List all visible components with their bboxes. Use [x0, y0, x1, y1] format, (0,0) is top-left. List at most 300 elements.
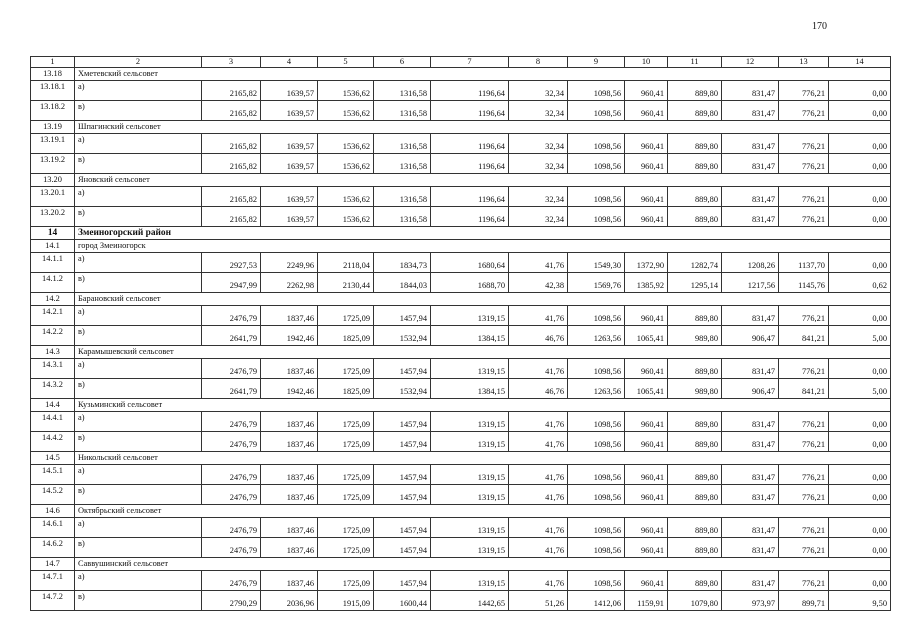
section-code: 14.1: [31, 240, 75, 253]
value-cell: 1834,73: [374, 253, 431, 273]
row-code: 13.18.1: [31, 81, 75, 101]
value-cell: 2165,82: [202, 101, 261, 121]
value-cell: 2036,96: [261, 591, 318, 611]
section-name: Кузьминский сельсовет: [75, 399, 891, 412]
value-cell: 831,47: [722, 154, 779, 174]
value-cell: 0,00: [829, 207, 891, 227]
value-cell: 1098,56: [568, 359, 625, 379]
column-number-row: [31, 57, 891, 68]
row-code: 14.6.2: [31, 538, 75, 558]
table-row: [31, 538, 891, 558]
value-cell: 1725,09: [318, 432, 374, 452]
value-cell: 0,62: [829, 273, 891, 293]
value-cell: 831,47: [722, 81, 779, 101]
value-cell: 1639,57: [261, 187, 318, 207]
value-cell: 776,21: [779, 134, 829, 154]
value-cell: 1319,15: [431, 518, 509, 538]
value-cell: 0,00: [829, 359, 891, 379]
value-cell: 889,80: [668, 81, 722, 101]
section-code: 13.19: [31, 121, 75, 134]
row-subitem: в): [75, 326, 202, 346]
row-code: 13.19.2: [31, 154, 75, 174]
value-cell: 2641,79: [202, 326, 261, 346]
value-cell: 1915,09: [318, 591, 374, 611]
value-cell: 1725,09: [318, 359, 374, 379]
table-row: [31, 306, 891, 326]
row-subitem: в): [75, 101, 202, 121]
column-number: 5: [318, 57, 374, 68]
value-cell: 1263,56: [568, 379, 625, 399]
value-cell: 776,21: [779, 207, 829, 227]
value-cell: 960,41: [625, 134, 668, 154]
row-subitem: а): [75, 571, 202, 591]
section-code: 13.18: [31, 68, 75, 81]
value-cell: 889,80: [668, 465, 722, 485]
section-header-row: [31, 558, 891, 571]
value-cell: 2476,79: [202, 485, 261, 505]
value-cell: 899,71: [779, 591, 829, 611]
value-cell: 1725,09: [318, 412, 374, 432]
table-row: [31, 518, 891, 538]
column-number: 14: [829, 57, 891, 68]
value-cell: 960,41: [625, 101, 668, 121]
value-cell: 41,76: [509, 253, 568, 273]
value-cell: 2476,79: [202, 465, 261, 485]
table-row: [31, 432, 891, 452]
section-code: 14.6: [31, 505, 75, 518]
value-cell: 1098,56: [568, 207, 625, 227]
value-cell: 41,76: [509, 412, 568, 432]
value-cell: 889,80: [668, 306, 722, 326]
value-cell: 1098,56: [568, 518, 625, 538]
value-cell: 0,00: [829, 134, 891, 154]
value-cell: 1457,94: [374, 485, 431, 505]
value-cell: 831,47: [722, 134, 779, 154]
value-cell: 0,00: [829, 187, 891, 207]
column-number: 2: [75, 57, 202, 68]
row-subitem: в): [75, 379, 202, 399]
value-cell: 1688,70: [431, 273, 509, 293]
value-cell: 960,41: [625, 412, 668, 432]
value-cell: 1196,64: [431, 81, 509, 101]
section-code: 14: [31, 227, 75, 240]
value-cell: 973,97: [722, 591, 779, 611]
value-cell: 889,80: [668, 538, 722, 558]
row-code: 13.20.1: [31, 187, 75, 207]
value-cell: 889,80: [668, 207, 722, 227]
value-cell: 41,76: [509, 432, 568, 452]
column-number: 1: [31, 57, 75, 68]
value-cell: 1196,64: [431, 207, 509, 227]
value-cell: 889,80: [668, 187, 722, 207]
value-cell: 1319,15: [431, 571, 509, 591]
column-number: 4: [261, 57, 318, 68]
value-cell: 0,00: [829, 571, 891, 591]
value-cell: 1098,56: [568, 306, 625, 326]
row-code: 14.4.2: [31, 432, 75, 452]
value-cell: 1837,46: [261, 538, 318, 558]
section-header-row: [31, 174, 891, 187]
value-cell: 1837,46: [261, 465, 318, 485]
value-cell: 831,47: [722, 571, 779, 591]
value-cell: 960,41: [625, 207, 668, 227]
value-cell: 776,21: [779, 432, 829, 452]
section-header-row: [31, 452, 891, 465]
value-cell: 1098,56: [568, 538, 625, 558]
value-cell: 776,21: [779, 518, 829, 538]
section-name: Карамышевский сельсовет: [75, 346, 891, 359]
value-cell: 1639,57: [261, 207, 318, 227]
value-cell: 1319,15: [431, 412, 509, 432]
value-cell: 2947,99: [202, 273, 261, 293]
value-cell: 41,76: [509, 359, 568, 379]
value-cell: 1844,03: [374, 273, 431, 293]
column-number: 12: [722, 57, 779, 68]
value-cell: 960,41: [625, 485, 668, 505]
row-code: 14.7.2: [31, 591, 75, 611]
column-number: 8: [509, 57, 568, 68]
row-code: 14.2.2: [31, 326, 75, 346]
column-number: 7: [431, 57, 509, 68]
value-cell: 960,41: [625, 81, 668, 101]
row-subitem: в): [75, 154, 202, 174]
value-cell: 776,21: [779, 187, 829, 207]
section-code: 14.3: [31, 346, 75, 359]
value-cell: 831,47: [722, 187, 779, 207]
value-cell: 776,21: [779, 154, 829, 174]
value-cell: 0,00: [829, 465, 891, 485]
value-cell: 9,50: [829, 591, 891, 611]
table-row: [31, 101, 891, 121]
column-number: 10: [625, 57, 668, 68]
value-cell: 1457,94: [374, 359, 431, 379]
value-cell: 2165,82: [202, 81, 261, 101]
value-cell: 1098,56: [568, 81, 625, 101]
value-cell: 41,76: [509, 306, 568, 326]
value-cell: 46,76: [509, 379, 568, 399]
value-cell: 1263,56: [568, 326, 625, 346]
section-header-row: [31, 121, 891, 134]
value-cell: 1319,15: [431, 432, 509, 452]
row-subitem: а): [75, 412, 202, 432]
value-cell: 42,38: [509, 273, 568, 293]
row-code: 14.5.1: [31, 465, 75, 485]
section-header-row: [31, 399, 891, 412]
table-row: [31, 379, 891, 399]
value-cell: 32,34: [509, 134, 568, 154]
value-cell: 960,41: [625, 465, 668, 485]
value-cell: 0,00: [829, 306, 891, 326]
row-subitem: в): [75, 207, 202, 227]
value-cell: 889,80: [668, 432, 722, 452]
value-cell: 831,47: [722, 359, 779, 379]
value-cell: 776,21: [779, 538, 829, 558]
value-cell: 776,21: [779, 81, 829, 101]
value-cell: 1942,46: [261, 326, 318, 346]
value-cell: 0,00: [829, 81, 891, 101]
value-cell: 32,34: [509, 207, 568, 227]
value-cell: 32,34: [509, 81, 568, 101]
value-cell: 1825,09: [318, 326, 374, 346]
value-cell: 1208,26: [722, 253, 779, 273]
value-cell: 1316,58: [374, 81, 431, 101]
value-cell: 906,47: [722, 326, 779, 346]
value-cell: 1942,46: [261, 379, 318, 399]
table-row: [31, 187, 891, 207]
value-cell: 960,41: [625, 518, 668, 538]
value-cell: 32,34: [509, 154, 568, 174]
value-cell: 0,00: [829, 538, 891, 558]
value-cell: 1217,56: [722, 273, 779, 293]
value-cell: 1079,80: [668, 591, 722, 611]
value-cell: 1457,94: [374, 538, 431, 558]
value-cell: 889,80: [668, 101, 722, 121]
value-cell: 831,47: [722, 485, 779, 505]
column-number: 13: [779, 57, 829, 68]
value-cell: 2165,82: [202, 154, 261, 174]
row-subitem: в): [75, 485, 202, 505]
value-cell: 1316,58: [374, 207, 431, 227]
column-number: 3: [202, 57, 261, 68]
value-cell: 1372,90: [625, 253, 668, 273]
value-cell: 1725,09: [318, 306, 374, 326]
value-cell: 1837,46: [261, 412, 318, 432]
value-cell: 1098,56: [568, 485, 625, 505]
value-cell: 41,76: [509, 571, 568, 591]
value-cell: 776,21: [779, 359, 829, 379]
row-subitem: в): [75, 538, 202, 558]
value-cell: 1536,62: [318, 187, 374, 207]
value-cell: 906,47: [722, 379, 779, 399]
value-cell: 2130,44: [318, 273, 374, 293]
value-cell: 1196,64: [431, 187, 509, 207]
row-code: 14.3.2: [31, 379, 75, 399]
section-header-row: [31, 293, 891, 306]
column-number: 11: [668, 57, 722, 68]
table-row: [31, 134, 891, 154]
value-cell: 1532,94: [374, 379, 431, 399]
section-header-row: [31, 505, 891, 518]
section-code: 14.5: [31, 452, 75, 465]
value-cell: 2118,04: [318, 253, 374, 273]
section-name: Барановский сельсовет: [75, 293, 891, 306]
value-cell: 1145,76: [779, 273, 829, 293]
value-cell: 960,41: [625, 359, 668, 379]
value-cell: 960,41: [625, 306, 668, 326]
value-cell: 1319,15: [431, 538, 509, 558]
value-cell: 1282,74: [668, 253, 722, 273]
row-code: 14.1.1: [31, 253, 75, 273]
value-cell: 889,80: [668, 154, 722, 174]
value-cell: 1098,56: [568, 187, 625, 207]
value-cell: 1319,15: [431, 306, 509, 326]
value-cell: 1837,46: [261, 518, 318, 538]
table-body: [31, 68, 891, 611]
value-cell: 2641,79: [202, 379, 261, 399]
value-cell: 831,47: [722, 101, 779, 121]
value-cell: 1837,46: [261, 571, 318, 591]
value-cell: 889,80: [668, 134, 722, 154]
table-row: [31, 485, 891, 505]
table-row: [31, 465, 891, 485]
value-cell: 1549,30: [568, 253, 625, 273]
value-cell: 831,47: [722, 306, 779, 326]
value-cell: 1837,46: [261, 359, 318, 379]
value-cell: 1680,64: [431, 253, 509, 273]
value-cell: 1316,58: [374, 187, 431, 207]
value-cell: 2476,79: [202, 571, 261, 591]
value-cell: 1098,56: [568, 465, 625, 485]
value-cell: 1837,46: [261, 432, 318, 452]
value-cell: 1837,46: [261, 306, 318, 326]
value-cell: 1098,56: [568, 571, 625, 591]
value-cell: 989,80: [668, 379, 722, 399]
value-cell: 831,47: [722, 518, 779, 538]
row-code: 14.5.2: [31, 485, 75, 505]
table-row: [31, 81, 891, 101]
row-code: 14.2.1: [31, 306, 75, 326]
row-subitem: а): [75, 518, 202, 538]
value-cell: 41,76: [509, 538, 568, 558]
value-cell: 0,00: [829, 412, 891, 432]
value-cell: 1532,94: [374, 326, 431, 346]
value-cell: 960,41: [625, 432, 668, 452]
value-cell: 889,80: [668, 485, 722, 505]
value-cell: 1639,57: [261, 101, 318, 121]
value-cell: 1098,56: [568, 101, 625, 121]
row-code: 13.18.2: [31, 101, 75, 121]
district-header-row: [31, 227, 891, 240]
section-code: 14.4: [31, 399, 75, 412]
value-cell: 5,00: [829, 379, 891, 399]
value-cell: 776,21: [779, 465, 829, 485]
value-cell: 0,00: [829, 518, 891, 538]
value-cell: 0,00: [829, 485, 891, 505]
value-cell: 1319,15: [431, 359, 509, 379]
value-cell: 1536,62: [318, 134, 374, 154]
value-cell: 1639,57: [261, 134, 318, 154]
value-cell: 1316,58: [374, 154, 431, 174]
value-cell: 776,21: [779, 412, 829, 432]
value-cell: 831,47: [722, 465, 779, 485]
value-cell: 889,80: [668, 359, 722, 379]
table-row: [31, 571, 891, 591]
value-cell: 1316,58: [374, 101, 431, 121]
value-cell: 989,80: [668, 326, 722, 346]
value-cell: 1065,41: [625, 326, 668, 346]
row-subitem: а): [75, 465, 202, 485]
row-code: 14.6.1: [31, 518, 75, 538]
section-name: Змеиногорский район: [75, 227, 891, 240]
value-cell: 960,41: [625, 571, 668, 591]
row-code: 14.7.1: [31, 571, 75, 591]
value-cell: 776,21: [779, 571, 829, 591]
value-cell: 1385,92: [625, 273, 668, 293]
value-cell: 46,76: [509, 326, 568, 346]
section-code: 14.7: [31, 558, 75, 571]
value-cell: 1536,62: [318, 207, 374, 227]
table-row: [31, 591, 891, 611]
value-cell: 32,34: [509, 187, 568, 207]
value-cell: 2165,82: [202, 207, 261, 227]
value-cell: 1569,76: [568, 273, 625, 293]
value-cell: 2165,82: [202, 187, 261, 207]
page-number: 170: [812, 21, 827, 32]
row-code: 14.1.2: [31, 273, 75, 293]
value-cell: 41,76: [509, 465, 568, 485]
row-code: 14.3.1: [31, 359, 75, 379]
row-subitem: в): [75, 432, 202, 452]
value-cell: 831,47: [722, 538, 779, 558]
value-cell: 0,00: [829, 253, 891, 273]
value-cell: 1639,57: [261, 154, 318, 174]
row-code: 14.4.1: [31, 412, 75, 432]
value-cell: 2476,79: [202, 538, 261, 558]
value-cell: 1442,65: [431, 591, 509, 611]
value-cell: 1412,06: [568, 591, 625, 611]
value-cell: 889,80: [668, 412, 722, 432]
row-subitem: а): [75, 253, 202, 273]
value-cell: 889,80: [668, 518, 722, 538]
value-cell: 2262,98: [261, 273, 318, 293]
row-subitem: а): [75, 81, 202, 101]
value-cell: 2927,53: [202, 253, 261, 273]
value-cell: 831,47: [722, 412, 779, 432]
value-cell: 831,47: [722, 432, 779, 452]
tariff-table: [30, 56, 891, 611]
value-cell: 776,21: [779, 306, 829, 326]
value-cell: 2476,79: [202, 306, 261, 326]
value-cell: 1196,64: [431, 154, 509, 174]
value-cell: 2249,96: [261, 253, 318, 273]
value-cell: 0,00: [829, 432, 891, 452]
value-cell: 1098,56: [568, 134, 625, 154]
value-cell: 2476,79: [202, 359, 261, 379]
table-row: [31, 253, 891, 273]
section-header-row: [31, 346, 891, 359]
value-cell: 1457,94: [374, 571, 431, 591]
value-cell: 41,76: [509, 518, 568, 538]
value-cell: 1295,14: [668, 273, 722, 293]
value-cell: 1825,09: [318, 379, 374, 399]
value-cell: 1457,94: [374, 306, 431, 326]
value-cell: 1196,64: [431, 101, 509, 121]
value-cell: 1457,94: [374, 465, 431, 485]
value-cell: 776,21: [779, 101, 829, 121]
value-cell: 1137,70: [779, 253, 829, 273]
value-cell: 2476,79: [202, 412, 261, 432]
section-name: Шпагинский сельсовет: [75, 121, 891, 134]
section-code: 13.20: [31, 174, 75, 187]
value-cell: 1536,62: [318, 101, 374, 121]
value-cell: 1725,09: [318, 538, 374, 558]
value-cell: 1098,56: [568, 432, 625, 452]
value-cell: 1159,91: [625, 591, 668, 611]
value-cell: 1316,58: [374, 134, 431, 154]
value-cell: 1098,56: [568, 154, 625, 174]
value-cell: 1319,15: [431, 465, 509, 485]
value-cell: 1457,94: [374, 432, 431, 452]
value-cell: 2476,79: [202, 432, 261, 452]
value-cell: 1639,57: [261, 81, 318, 101]
value-cell: 841,21: [779, 379, 829, 399]
value-cell: 1457,94: [374, 518, 431, 538]
value-cell: 1384,15: [431, 326, 509, 346]
value-cell: 41,76: [509, 485, 568, 505]
section-name: Хметевский сельсовет: [75, 68, 891, 81]
value-cell: 889,80: [668, 571, 722, 591]
value-cell: 1725,09: [318, 518, 374, 538]
